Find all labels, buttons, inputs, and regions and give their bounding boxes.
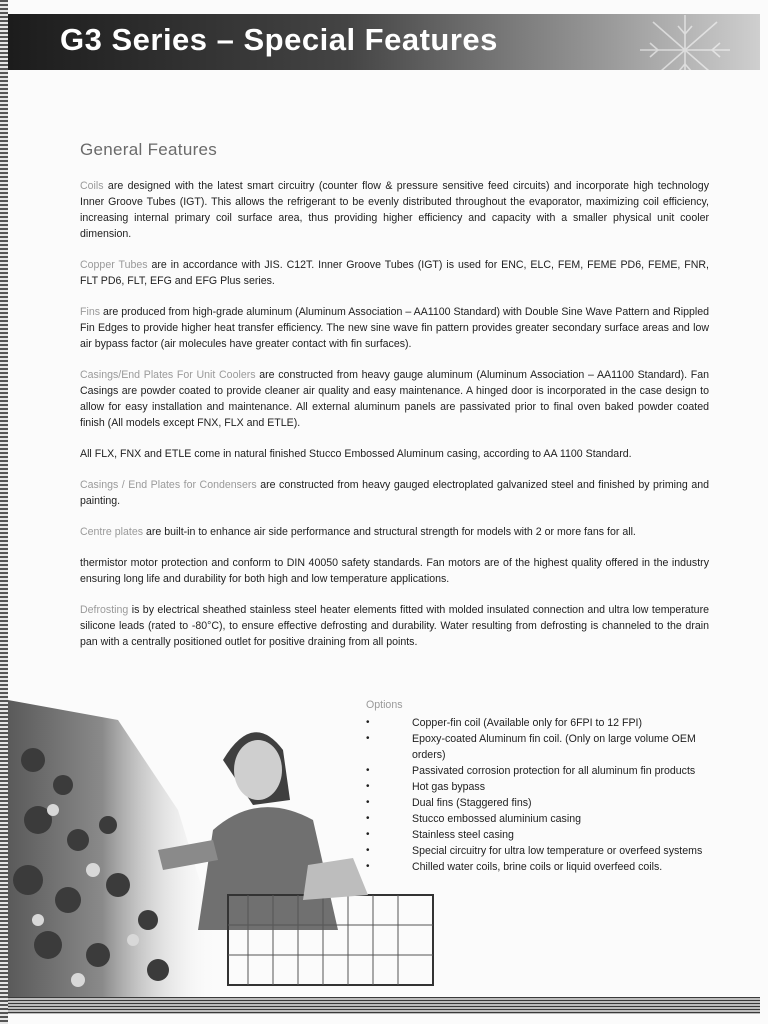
option-item: • Dual fins (Staggered fins) [366, 797, 532, 809]
paragraph-defrosting: Defrosting is by electrical sheathed stainless steel heater elements fitted with molded insulated connection and ultra low temperature silicone leads (rated to -80°C), to ensure effective defrosting and durability. Water resulting from defrosting is channeled to the drain pan with a centrally positioned outlet for positive draining from all points. [80, 604, 709, 648]
page-title: G3 Series – Special Features [60, 22, 498, 57]
option-item: • Hot gas bypass [366, 781, 486, 793]
general-features-text [80, 178, 709, 665]
snowflake-icon [620, 14, 750, 70]
options-list [366, 697, 711, 875]
paragraph-centre-plates: Centre plates are built-in to enhance air side performance and structural strength for models with 2 or more fans for all. [80, 526, 636, 538]
paragraph-fins: Fins are produced from high-grade aluminum (Aluminum Association – AA1100 Standard) with Double Sine Wave Pattern and Rippled Fin Edges to provide higher heat transfer efficiency. The new sine wave fin pattern provides greater secondary surface areas and low air bypass factor (air molecules have greater contact with fin surfaces). [80, 306, 709, 350]
section-title-general-features: General Features [80, 140, 218, 159]
paragraph-casings-condensers: Casings / End Plates for Condensers are constructed from heavy gauged electroplated galvanized steel and finished by priming and painting. [80, 479, 709, 507]
page-header-banner [8, 14, 760, 70]
footer-stripe [8, 997, 760, 1014]
option-item: • Epoxy-coated Aluminum fin coil. (Only on large volume OEM orders) [366, 733, 696, 761]
page-binding-edge [0, 0, 8, 1024]
paragraph-copper-tubes: Copper Tubes are in accordance with JIS. C12T. Inner Groove Tubes (IGT) is used for ENC, ELC, FEM, FEME PD6, FEME, FNR, FLT PD6, FLT, EFG and EFG Plus series. [80, 259, 709, 287]
options-heading: Options [366, 699, 403, 711]
option-item: • Chilled water coils, brine coils or liquid overfeed coils. [366, 861, 663, 873]
paragraph-casings-unit-coolers: Casings/End Plates For Unit Coolers are constructed from heavy gauge aluminum (Aluminum Association – AA1100 Standard). Fan Casings are powder coated to provide cleaner air quality and easy maintenance. A hinged door is incorporated in the case design to allow for easy installation and maintenance. All external aluminum panels are passivated prior to final oven baked powder coated finish (All models except FNX, FLX and ETLE). [80, 369, 709, 429]
option-item: • Copper-fin coil (Available only for 6FPI to 12 FPI) [366, 717, 643, 729]
option-item: • Special circuitry for ultra low temperature or overfeed systems [366, 845, 703, 857]
option-item: • Stucco embossed aluminium casing [366, 813, 581, 825]
option-item: • Passivated corrosion protection for all aluminum fin products [366, 765, 696, 777]
option-item: • Stainless steel casing [366, 829, 514, 841]
paragraph-stucco-casing: All FLX, FNX and ETLE come in natural finished Stucco Embossed Aluminum casing, according to AA 1100 Standard. [80, 448, 632, 460]
paragraph-coils: Coils are designed with the latest smart circuitry (counter flow & pressure sensitive feed circuits) and incorporate high technology Inner Groove Tubes (IGT). This allows the refrigerant to be evenly distributed throughout the evaporator, maximizing coil efficiency, increasing internal primary coil surface area, thus providing higher efficiency and capacity with a smaller physical unit cooler dimension. [80, 180, 709, 240]
paragraph-motor-protection: thermistor motor protection and conform to DIN 40050 safety standards. Fan motors are of the highest quality offered in the industry ensuring long life and durability for both high and low temperature applications. [80, 557, 709, 585]
